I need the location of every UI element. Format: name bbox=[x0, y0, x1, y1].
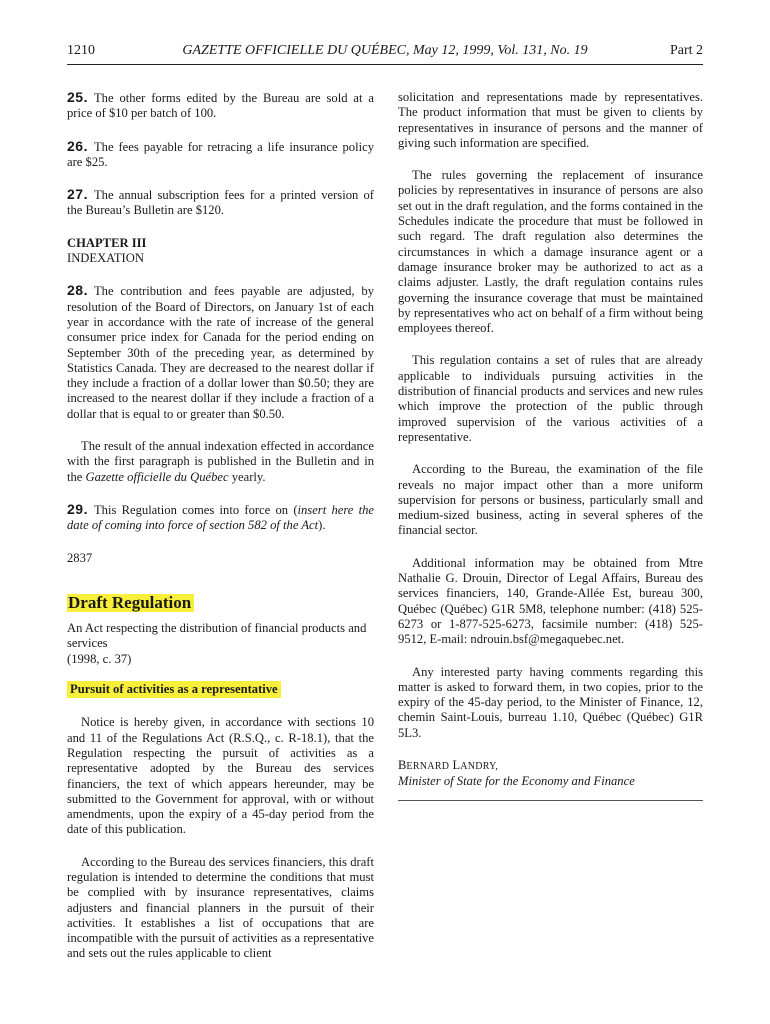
indexation-paragraph: The result of the annual indexation effected in accordance with the first paragraph is published in the Bulletin and in the Gazette officielle du Québec yearly. bbox=[67, 439, 374, 484]
rules-paragraph: The rules governing the replacement of insurance policies by representatives in insurance of persons are also set out in the draft regulation, and the forms contained in the Schedules indicate the procedure that must be followed in such regard. The draft regulation also determines the circumstances in which a damage insurance agent or a damage insurance broker may be authorized to act as a claims adjuster. Lastly, the draft regulation contains rules governing the insurance coverage that must be maintained by representatives who act on behalf of a firm without being employees thereof. bbox=[398, 168, 703, 336]
act-title: An Act respecting the distribution of financial products and services bbox=[67, 621, 367, 651]
section-25: 25. The other forms edited by the Bureau are sold at a price of $10 per batch of 100. bbox=[67, 89, 374, 121]
gazette-title: GAZETTE OFFICIELLE DU QUÉBEC, May 12, 1999, Vol. 131, No. 19 bbox=[182, 43, 588, 58]
part-label: Part 2 bbox=[669, 43, 703, 58]
chapter-subtitle: INDEXATION bbox=[67, 251, 144, 266]
section-26: 26. The fees payable for retracing a life insurance policy are $25. bbox=[67, 137, 374, 169]
signature-block bbox=[398, 758, 703, 801]
additional-info-paragraph: Additional information may be obtained from Mtre Nathalie G. Drouin, Director of Legal Affairs, Bureau des services financiers, 140, Grande-Allée Est, bureau 300, Québec (Québec) G1R 5M8, telephone number: (418) 525-6273 or 1-877-525-6273, facsimile number: (418) 525-9512, E-mail: ndrouin.bsf@megaquebec.net. bbox=[398, 555, 703, 647]
header-rule bbox=[67, 64, 703, 65]
pursuit-heading: Pursuit of activities as a representative bbox=[67, 681, 281, 698]
examination-paragraph: According to the Bureau, the examination of the file reveals no major impact other than a more uniform supervision for persons or business, particularly small and medium-sized business, acting in several spheres of the financial sector. bbox=[398, 462, 703, 538]
document-number: 2837 bbox=[67, 550, 93, 565]
signatory-name: BERNARD LANDRY, bbox=[398, 757, 499, 772]
act-reference: (1998, c. 37) bbox=[67, 651, 132, 666]
left-column bbox=[67, 90, 374, 962]
continued-paragraph: solicitation and representations made by representatives. The product information that must be given to clients by representatives in insurance of persons and the manner of giving such information are specified. bbox=[398, 90, 703, 150]
section-27: 27. The annual subscription fees for a printed version of the Bureau’s Bulletin are $120. bbox=[67, 186, 374, 218]
draft-regulation-heading: Draft Regulation bbox=[67, 594, 194, 612]
section-29: 29. This Regulation comes into force on (insert here the date of coming into force of section 582 of the Act). bbox=[67, 500, 374, 533]
bureau-intent-paragraph: According to the Bureau des services financiers, this draft regulation is intended to determine the conditions that must be complied with by insurance representatives, claims adjusters and financial planners in the pursuit of their activities. It establishes a list of occupations that are incompatible with the pursuit of activities as a representative and sets out the rules applicable to client bbox=[67, 854, 374, 961]
signature-rule bbox=[398, 800, 703, 801]
section-28: 28. The contribution and fees payable are adjusted, by resolution of the Board of Directors, on January 1st of each year in accordance with the rate of increase of the general consumer price index for Canada for the period ending on September 30th of the preceding year, as determined by Statistics Canada. They are decreased to the nearest dollar if they include a fraction of a dollar lower than $0.50; they are increased to the nearest dollar if they include a fraction of a dollar that is equal to or greater than $0.50. bbox=[67, 282, 374, 421]
chapter-title: CHAPTER III bbox=[67, 235, 147, 250]
right-column bbox=[398, 90, 703, 801]
page-number: 1210 bbox=[67, 43, 95, 58]
notice-paragraph: Notice is hereby given, in accordance with sections 10 and 11 of the Regulations Act (R.S.Q., c. R-18.1), that the Regulation respecting the pursuit of activities as a representative adopted by the Bureau des services financiers, the text of which appears hereunder, may be submitted to the Government for approval, with or without amendments, upon the expiry of a 45-day period from the date of this publication. bbox=[67, 715, 374, 837]
signatory-title: Minister of State for the Economy and Finance bbox=[398, 774, 635, 789]
comments-paragraph: Any interested party having comments regarding this matter is asked to forward them, in two copies, prior to the expiry of the 45-day period, to the Minister of Finance, 12, chemin Saint-Louis, burreau 1.10, Québec (Québec) G1R 5L3. bbox=[398, 664, 703, 740]
page-header bbox=[67, 38, 703, 60]
chapter-heading bbox=[67, 236, 374, 267]
rules-set-paragraph: This regulation contains a set of rules that are already applicable to individuals pursuing activities in the distribution of financial products and services and new rules which improve the protection of the public through improved supervision of the various activities of a representative. bbox=[398, 353, 703, 444]
